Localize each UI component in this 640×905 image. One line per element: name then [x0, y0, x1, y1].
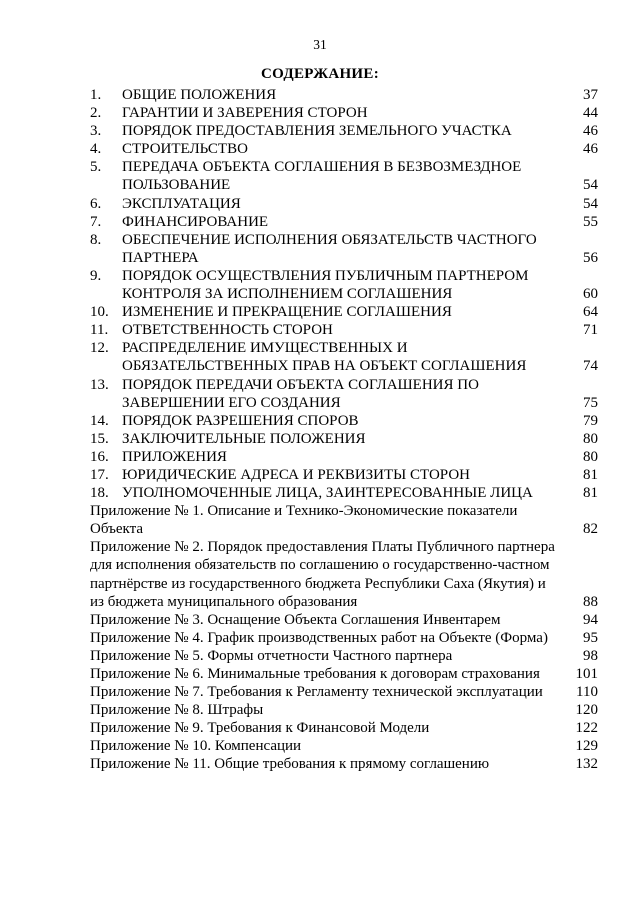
- toc-section-row[interactable]: [90, 448, 598, 466]
- page-number: 31: [313, 37, 327, 52]
- appendix-title: [90, 538, 558, 610]
- toc-section-row[interactable]: [90, 430, 598, 448]
- section-number: 7.: [90, 213, 102, 230]
- appendix-title: [90, 701, 558, 719]
- appendix-page-number: 88: [583, 593, 598, 610]
- section-number: 16.: [90, 448, 109, 465]
- toc-entry-line: ФИНАНСИРОВАНИЕ: [122, 213, 269, 230]
- section-number: 9.: [90, 267, 102, 284]
- appendix-title: [90, 502, 558, 538]
- toc-section-row[interactable]: [90, 267, 598, 303]
- toc-entry-line: Приложение № 6. Минимальные требования к договорам страхования: [90, 666, 540, 682]
- toc-entry-line: ПРИЛОЖЕНИЯ: [122, 448, 227, 465]
- toc-entry-line: ЮРИДИЧЕСКИЕ АДРЕСА И РЕКВИЗИТЫ СТОРОН: [122, 466, 470, 483]
- section-title: [122, 321, 558, 339]
- toc-section-row[interactable]: [90, 412, 598, 430]
- toc-appendix-row[interactable]: [90, 647, 598, 665]
- toc-appendix-row[interactable]: [90, 611, 598, 629]
- toc-entry-line: Приложение № 5. Формы отчетности Частного партнера: [90, 647, 453, 664]
- section-page-number: 75: [583, 394, 598, 411]
- section-page-number: 81: [583, 466, 598, 483]
- section-number: 13.: [90, 376, 109, 393]
- toc-entry-line: Приложение № 8. Штрафы: [90, 702, 264, 719]
- toc-section-row[interactable]: [90, 376, 598, 412]
- appendix-page-number: 120: [575, 702, 598, 719]
- appendix-title: [90, 719, 558, 737]
- toc-section-row[interactable]: [90, 303, 598, 321]
- section-number: 3.: [90, 123, 102, 140]
- toc-section-row[interactable]: [90, 231, 598, 267]
- toc-entry-line: КОНТРОЛЯ ЗА ИСПОЛНЕНИЕМ СОГЛАШЕНИЯ: [122, 286, 453, 303]
- toc-entry-line: Приложение № 11. Общие требования к прямому соглашению: [90, 756, 490, 773]
- section-page-number: 71: [583, 322, 598, 339]
- toc-appendix-row[interactable]: [90, 665, 598, 683]
- toc-entry-line: ПОРЯДОК ПРЕДОСТАВЛЕНИЯ ЗЕМЕЛЬНОГО УЧАСТКА: [122, 123, 512, 140]
- toc-entry-line: для исполнения обязательств по соглашению о государственно-частном: [90, 557, 550, 574]
- toc-entry-line: ОБЩИЕ ПОЛОЖЕНИЯ: [122, 87, 277, 103]
- appendix-page-number: 132: [575, 756, 598, 773]
- toc-entry-line: Приложение № 1. Описание и Технико-Экономические показатели: [90, 503, 518, 520]
- section-number: 11.: [90, 322, 109, 339]
- toc-entry-line: ПОРЯДОК ПЕРЕДАЧИ ОБЪЕКТА СОГЛАШЕНИЯ ПО: [122, 376, 479, 393]
- toc-appendix-row[interactable]: [90, 629, 598, 647]
- toc-entry-line: ПОЛЬЗОВАНИЕ: [122, 177, 231, 194]
- toc-section-row[interactable]: [90, 122, 598, 140]
- toc-section-row[interactable]: [90, 213, 598, 231]
- toc-appendix-row[interactable]: [90, 502, 598, 538]
- toc-entry-line: Приложение № 4. График производственных работ на Объекте (Форма): [90, 629, 548, 646]
- section-number: 17.: [90, 466, 109, 483]
- appendix-title: [90, 755, 558, 773]
- toc-entry-line: ОТВЕТСТВЕННОСТЬ СТОРОН: [122, 322, 333, 339]
- toc-section-row[interactable]: [90, 195, 598, 213]
- toc-entry-line: ЗАКЛЮЧИТЕЛЬНЫЕ ПОЛОЖЕНИЯ: [122, 430, 366, 447]
- section-title: [122, 303, 558, 321]
- section-title: [122, 484, 558, 502]
- section-page-number: 46: [583, 141, 598, 158]
- section-title: [122, 376, 558, 412]
- toc-appendix-row[interactable]: [90, 701, 598, 719]
- section-page-number: 81: [583, 485, 598, 502]
- section-page-number: 54: [583, 195, 598, 212]
- appendix-title: [90, 737, 558, 755]
- section-number: 10.: [90, 304, 109, 321]
- section-title: [122, 339, 558, 375]
- appendix-page-number: 129: [575, 738, 598, 755]
- section-number: 5.: [90, 159, 102, 176]
- appendix-page-number: 82: [583, 521, 598, 538]
- section-page-number: 79: [583, 412, 598, 429]
- section-title: [122, 412, 558, 430]
- toc-entry-line: УПОЛНОМОЧЕННЫЕ ЛИЦА, ЗАИНТЕРЕСОВАННЫЕ ЛИЦА: [122, 485, 533, 502]
- section-number: 6.: [90, 195, 102, 212]
- toc-appendix-row[interactable]: [90, 683, 598, 701]
- section-page-number: 60: [583, 286, 598, 303]
- section-title: [122, 86, 558, 104]
- toc-appendix-row[interactable]: [90, 538, 598, 610]
- toc-entry-line: Приложение № 3. Оснащение Объекта Соглашения Инвентарем: [90, 611, 501, 628]
- toc-section-row[interactable]: [90, 86, 598, 104]
- toc-entry-line: ИЗМЕНЕНИЕ И ПРЕКРАЩЕНИЕ СОГЛАШЕНИЯ: [122, 304, 452, 321]
- toc-entry-line: Приложение № 7. Требования к Регламенту технической эксплуатации: [90, 684, 543, 701]
- section-title: [122, 466, 558, 484]
- toc-entry-line: Приложение № 9. Требования к Финансовой Модели: [90, 720, 430, 737]
- section-number: 12.: [90, 340, 109, 357]
- appendix-page-number: 122: [575, 720, 598, 737]
- section-page-number: 44: [583, 105, 598, 122]
- toc-section-row[interactable]: [90, 321, 598, 339]
- toc-entry-line: ПОРЯДОК ОСУЩЕСТВЛЕНИЯ ПУБЛИЧНЫМ ПАРТНЕРОМ: [122, 267, 529, 284]
- section-number: 18.: [90, 485, 109, 502]
- toc-section-row[interactable]: [90, 104, 598, 122]
- toc-appendix-row[interactable]: [90, 737, 598, 755]
- section-number: 1.: [90, 87, 102, 103]
- toc-entry-line: Приложение № 10. Компенсации: [90, 738, 302, 755]
- toc-entry-line: ПАРТНЕРА: [122, 249, 199, 266]
- toc-title: СОДЕРЖАНИЕ:: [260, 66, 379, 82]
- toc-entry-line: ПЕРЕДАЧА ОБЪЕКТА СОГЛАШЕНИЯ В БЕЗВОЗМЕЗДНОЕ: [122, 159, 522, 176]
- section-title: [122, 267, 558, 303]
- toc-entry-line: партнёрстве из государственного бюджета Республики Саха (Якутия) и: [90, 575, 546, 592]
- section-page-number: 80: [583, 430, 598, 447]
- section-title: [122, 213, 558, 231]
- appendix-title: [90, 665, 558, 683]
- toc-entry-line: ГАРАНТИИ И ЗАВЕРЕНИЯ СТОРОН: [122, 105, 368, 122]
- toc-entry-line: РАСПРЕДЕЛЕНИЕ ИМУЩЕСТВЕННЫХ И: [122, 340, 408, 357]
- section-page-number: 64: [583, 304, 598, 321]
- section-number: 15.: [90, 430, 109, 447]
- toc-entry-line: ПОРЯДОК РАЗРЕШЕНИЯ СПОРОВ: [122, 412, 359, 429]
- toc-entry-line: Приложение № 2. Порядок предоставления Платы Публичного партнера: [90, 539, 555, 556]
- appendix-title: [90, 611, 558, 629]
- section-title: [122, 122, 558, 140]
- section-title: [122, 158, 558, 194]
- appendix-title: [90, 683, 558, 701]
- appendix-page-number: 98: [583, 647, 598, 664]
- toc-entry-line: Объекта: [90, 521, 143, 538]
- section-page-number: 46: [583, 123, 598, 140]
- section-page-number: 56: [583, 249, 598, 266]
- section-title: [122, 448, 558, 466]
- section-number: 14.: [90, 412, 109, 429]
- toc-section-row[interactable]: [90, 339, 598, 375]
- section-title: [122, 430, 558, 448]
- toc-entry-line: ОБЕСПЕЧЕНИЕ ИСПОЛНЕНИЯ ОБЯЗАТЕЛЬСТВ ЧАСТНОГО: [122, 231, 537, 248]
- toc-entry-line: ОБЯЗАТЕЛЬСТВЕННЫХ ПРАВ НА ОБЪЕКТ СОГЛАШЕНИЯ: [122, 358, 527, 375]
- section-number: 8.: [90, 231, 102, 248]
- appendix-title: [90, 647, 558, 665]
- toc-entry-line: из бюджета муниципального образования: [90, 593, 358, 610]
- section-number: 4.: [90, 141, 102, 158]
- toc-appendix-row[interactable]: [90, 719, 598, 737]
- toc-entry-line: ЗАВЕРШЕНИИ ЕГО СОЗДАНИЯ: [122, 394, 341, 411]
- section-page-number: 54: [583, 177, 598, 194]
- section-title: [122, 140, 558, 158]
- toc-entry-line: ЭКСПЛУАТАЦИЯ: [122, 195, 241, 212]
- section-title: [122, 104, 558, 122]
- section-page-number: 80: [583, 448, 598, 465]
- appendix-page-number: 101: [575, 666, 598, 682]
- section-title: [122, 231, 558, 267]
- toc-section-row[interactable]: [90, 140, 598, 158]
- section-page-number: 74: [583, 358, 598, 375]
- toc-appendix-row[interactable]: [90, 755, 598, 773]
- section-title: [122, 195, 558, 213]
- section-page-number: 55: [583, 213, 598, 230]
- toc-entry-line: СТРОИТЕЛЬСТВО: [122, 141, 248, 158]
- appendix-page-number: 94: [583, 611, 598, 628]
- section-page-number: 37: [583, 87, 598, 103]
- section-number: 2.: [90, 105, 102, 122]
- toc-section-row[interactable]: [90, 466, 598, 484]
- appendix-page-number: 110: [576, 684, 598, 701]
- appendix-title: [90, 629, 558, 647]
- toc-section-row[interactable]: [90, 484, 598, 502]
- table-of-contents: [90, 86, 598, 774]
- toc-section-row[interactable]: [90, 158, 598, 194]
- appendix-page-number: 95: [583, 629, 598, 646]
